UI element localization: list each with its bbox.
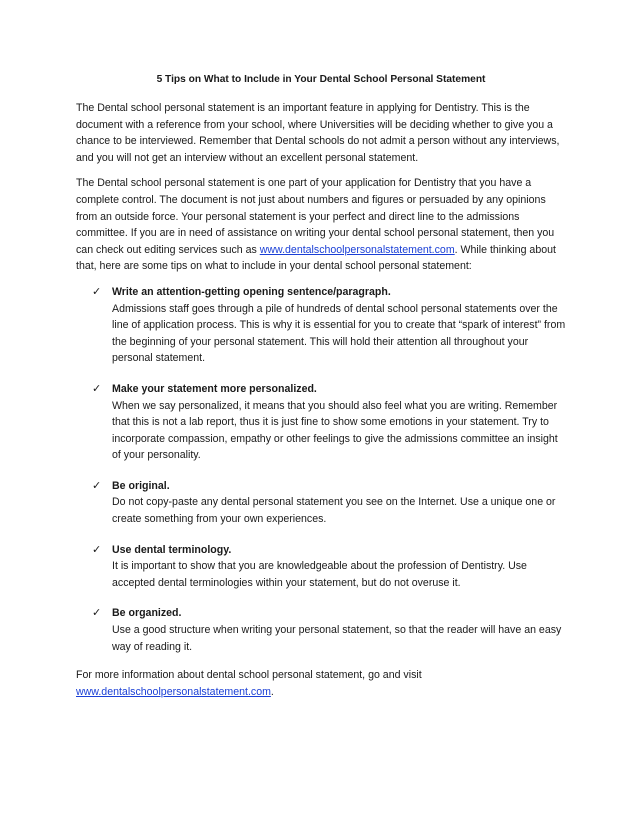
checkmark-icon: ✓ <box>92 479 102 492</box>
tip-heading: Be organized. <box>112 607 182 620</box>
document-title: 5 Tips on What to Include in Your Dental School Personal Statement <box>156 74 486 85</box>
para2-text-before: The Dental school personal statement is one part of your application for Dentistry that you have a complete control. The document is not just about numbers and figures or persuaded by any opinions from an outside force. Your personal statement is your perfect and direct line to the admissions committee. If you are in need of assistance on writing your dental school personal statement, then you can check out editing services such as <box>76 177 555 256</box>
checkmark-icon: ✓ <box>92 543 102 556</box>
second-paragraph <box>76 175 566 275</box>
closing-link[interactable]: www.dentalschoolpersonalstatement.com <box>76 685 271 698</box>
tip-heading: Be original. <box>112 479 170 492</box>
closing-paragraph <box>76 667 566 700</box>
checkmark-icon: ✓ <box>92 285 102 298</box>
list-item <box>76 605 566 655</box>
tip-body: Use a good structure when writing your personal statement, so that the reader will have an easy way of reading it. <box>112 624 562 653</box>
list-item <box>76 381 566 464</box>
list-item <box>76 542 566 592</box>
checkmark-icon: ✓ <box>92 607 102 620</box>
document-page <box>76 73 566 709</box>
tips-list <box>76 284 566 655</box>
intro-paragraph: The Dental school personal statement is an important feature in applying for Dentistry. This is the document with a reference from your school, where Universities will be deciding whether to give you a chance to be interviewed. Remember that Dental schools do not admit a person without any interviews, and you will not get an interview without an excellent personal statement. <box>76 102 560 164</box>
tip-body: It is important to show that you are knowledgeable about the profession of Dentistry. Use accepted dental terminologies within your statement, but do not overuse it. <box>112 560 527 589</box>
tip-body: When we say personalized, it means that you should also feel what you are writing. Remember that this is not a lab report, thus it is just fine to show some emotions in your statement. Try to incorporate compassion, empathy or other feelings to give the admissions committee an insight of your personality. <box>112 399 558 462</box>
tip-heading: Use dental terminology. <box>112 543 232 556</box>
tip-heading: Write an attention-getting opening sentence/paragraph. <box>112 285 391 298</box>
closing-text: For more information about dental school personal statement, go and visit <box>76 669 422 682</box>
closing-period: . <box>270 685 274 698</box>
checkmark-icon: ✓ <box>92 382 102 395</box>
list-item <box>76 284 566 367</box>
para2-text-after: . While thinking about that, here are some tips on what to include in your dental school personal statement: <box>76 243 556 273</box>
tip-body: Admissions staff goes through a pile of hundreds of dental school personal statements over the line of application process. This is why it is essential for you to create that “spark of interest” from the beginning of your personal statement. This will hold their attention all throughout your personal statement. <box>112 302 566 365</box>
list-item <box>76 478 566 528</box>
tip-heading: Make your statement more personalized. <box>112 382 317 395</box>
editing-service-link[interactable]: www.dentalschoolpersonalstatement.com <box>259 243 455 256</box>
tip-body: Do not copy-paste any dental personal statement you see on the Internet. Use a unique one or create something from your own experiences. <box>112 496 556 526</box>
